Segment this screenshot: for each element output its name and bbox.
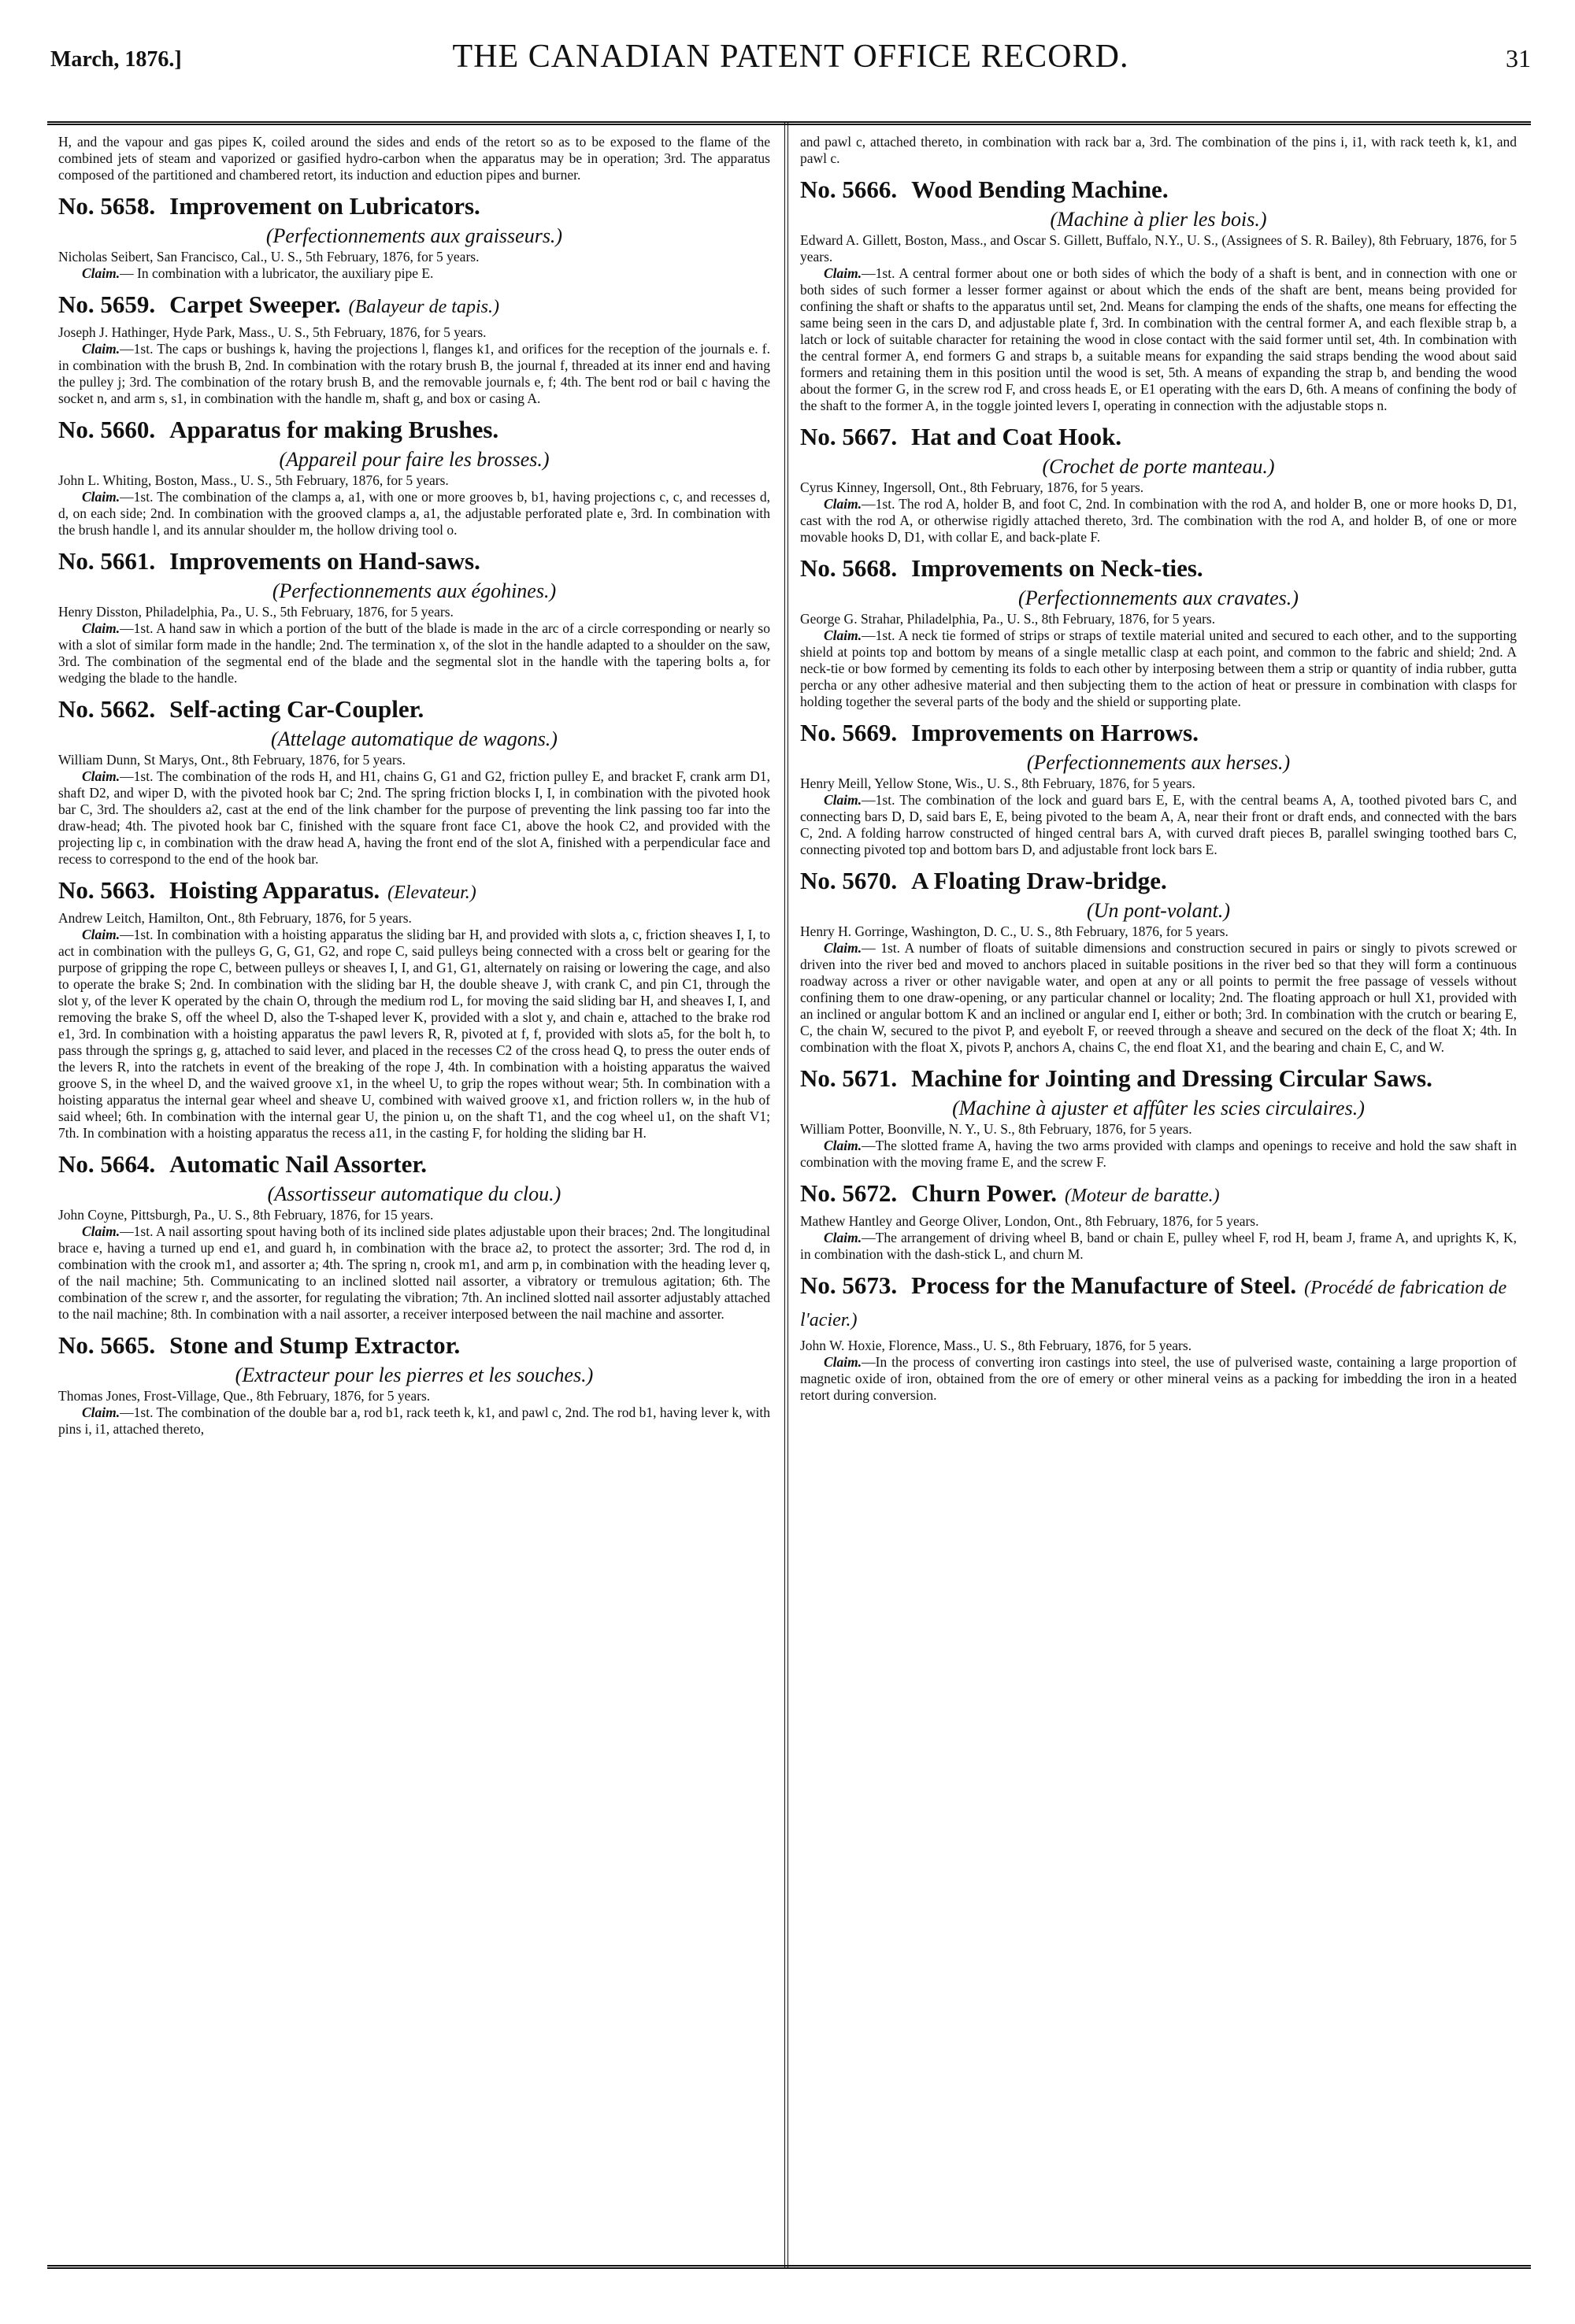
- claim-text: [800, 792, 1517, 858]
- patent-title: Process for the Manufacture of Steel.: [911, 1271, 1297, 1299]
- patent-heading: [58, 1149, 770, 1179]
- patent-number: No. 5665.: [58, 1331, 156, 1359]
- patent-entry: [800, 422, 1517, 546]
- claim-body: —The slotted frame A, having the two arms provided with clamps and openings to receive and hold the saw shaft in combination with the moving frame E, and the screw F.: [800, 1138, 1517, 1170]
- patent-heading: [58, 546, 770, 576]
- patent-number: No. 5664.: [58, 1150, 156, 1178]
- claim-text: [800, 1354, 1517, 1404]
- patent-number: No. 5662.: [58, 695, 156, 723]
- french-title: (Attelage automatique de wagons.): [271, 727, 558, 750]
- french-title: (Perfectionnements aux herses.): [1026, 751, 1291, 774]
- patent-number: No. 5669.: [800, 719, 898, 746]
- claim-body: —1st. A central former about one or both sides of which the body of a shaft is bent, and in connection with one or both sides of such former a lesser former against or about which the ends of the shaft are bent, means being provided for confining the shaft or shafts to the apparatus until set, 2nd. Means for clamping the ends of the shafts, one means for effecting the same being seen in the cars D, and adjustable plate f, 3rd. In combination with the central former A, and each flexible strap b, a latch or lock of suitable character for retaining the wood in close contact with the said former until set, 4th. In combination with the central former A, end formers G and straps b, a suitable means for expanding the said straps bending the wood about said formers and retaining them in this position until the wood is set, 5th. A means of expanding the strap b, and bending the wood about the former G, in the screw rod F, and cross heads E, or E1 operating with the ears D, 6th. A means of confining the body of the shaft to the former A, in the toggle jointed levers I, operating in connection with the adjustable stops n.: [800, 265, 1517, 413]
- inventor-line: Mathew Hantley and George Oliver, London, Ont., 8th February, 1876, for 5 years.: [800, 1213, 1259, 1229]
- inventor-line: John W. Hoxie, Florence, Mass., U. S., 8th February, 1876, for 5 years.: [800, 1338, 1192, 1353]
- patent-title: Improvement on Lubricators.: [169, 192, 480, 220]
- patent-number: No. 5673.: [800, 1271, 898, 1299]
- patent-entry: [800, 1064, 1517, 1171]
- claim-text: [58, 927, 770, 1142]
- patent-heading: [58, 694, 770, 724]
- claim-label: Claim.: [824, 1138, 862, 1153]
- patent-entry: [58, 415, 770, 538]
- inventor-line: Cyrus Kinney, Ingersoll, Ont., 8th February, 1876, for 5 years.: [800, 479, 1144, 495]
- patent-entry: [58, 875, 770, 1142]
- french-title: (Machine à plier les bois.): [1050, 208, 1267, 231]
- left-column: [58, 134, 770, 2259]
- claim-text: [58, 341, 770, 407]
- patent-title: A Floating Draw-bridge.: [911, 867, 1167, 894]
- claim-label: Claim.: [82, 1223, 120, 1239]
- patent-number: No. 5659.: [58, 290, 156, 318]
- claim-label: Claim.: [824, 1354, 862, 1370]
- claim-label: Claim.: [82, 768, 120, 784]
- claim-text: [800, 1230, 1517, 1263]
- claim-body: —1st. A hand saw in which a portion of the butt of the blade is made in the arc of a circle corresponding or nearly so with a slot of similar form made in the handle; 2nd. The termination x, of the slot in the handle adapted to a shoulder on the saw, 3rd. The combination of the segmental end of the blade and the segmental slot in the handle with the tapering bolts a, for wedging the blade to the handle.: [58, 620, 770, 686]
- inventor-line: William Dunn, St Marys, Ont., 8th February, 1876, for 5 years.: [58, 752, 406, 768]
- patent-heading: [800, 553, 1517, 583]
- french-title: (Perfectionnements aux cravates.): [1018, 587, 1299, 609]
- french-title: (Extracteur pour les pierres et les souches.): [235, 1364, 594, 1386]
- patent-entry: [800, 1271, 1517, 1404]
- patent-entry: [58, 1149, 770, 1323]
- patent-heading: [800, 1271, 1517, 1335]
- inventor-line: Andrew Leitch, Hamilton, Ont., 8th February, 1876, for 5 years.: [58, 910, 412, 926]
- french-title: (Perfectionnements aux graisseurs.): [265, 224, 563, 247]
- claim-body: —1st. The caps or bushings k, having the projections l, flanges k1, and orifices for the reception of the journals e. f. in combination with the brush B, 2nd. In combination with the rotary brush B, the journal f, threaded at its inner end and having the pulley j; 3rd. The combination of the rotary brush B, and the removable journals e, f; 4th. The bent rod or bail c having the socket n, and arm s, s1, in combination with the handle m, shaft g, and box or casing A.: [58, 341, 770, 406]
- patent-entry: [800, 718, 1517, 858]
- patent-heading: [800, 718, 1517, 748]
- claim-body: — In combination with a lubricator, the auxiliary pipe E.: [120, 265, 434, 281]
- patent-number: No. 5671.: [800, 1064, 898, 1092]
- patent-entry: [58, 191, 770, 282]
- patent-entry: [58, 290, 770, 407]
- patent-heading: [58, 875, 770, 908]
- patent-title: Apparatus for making Brushes.: [169, 416, 499, 443]
- french-title: (Assortisseur automatique du clou.): [267, 1182, 561, 1205]
- claim-body: —1st. The combination of the rods H, and H1, chains G, G1 and G2, friction pulley E, and bracket F, crank arm D1, shaft D2, and wiper D, with the pivoted hook bar C; 2nd. The spring friction blocks I, I, in combination with the pivoted hook bar C, 3rd. The shoulders a2, cast at the end of the link chamber for the purpose of preventing the link passing too far into the draw-head; 4th. The pivoted hook bar C, finished with the square front face C1, above the hook C2, and provided with the projecting lip c, in combination with the draw head A, having the front end of the slot A, finished with a perpendicular face and recess to correspond to the end of the hook bar.: [58, 768, 770, 867]
- claim-label: Claim.: [82, 1404, 120, 1420]
- claim-body: —In the process of converting iron castings into steel, the use of pulverised waste, containing a large proportion of magnetic oxide of iron, obtained from the ore of emery or other mineral veins as a packing for imbedding the iron in a heated retort during conversion.: [800, 1354, 1517, 1403]
- patent-heading: [58, 290, 770, 322]
- claim-label: Claim.: [82, 620, 120, 636]
- patent-title: Self-acting Car-Coupler.: [169, 695, 424, 723]
- claim-text: [800, 496, 1517, 546]
- issue-date: March, 1876.]: [50, 47, 182, 72]
- claim-text: [58, 768, 770, 868]
- patent-entry: [58, 1330, 770, 1438]
- inventor-line: John Coyne, Pittsburgh, Pa., U. S., 8th February, 1876, for 15 years.: [58, 1207, 434, 1223]
- page-header: [50, 38, 1531, 85]
- claim-text: [800, 1138, 1517, 1171]
- patent-title: Improvements on Harrows.: [911, 719, 1199, 746]
- inventor-line: Henry H. Gorringe, Washington, D. C., U. S., 8th February, 1876, for 5 years.: [800, 923, 1228, 939]
- french-title: (Balayeur de tapis.): [348, 297, 499, 317]
- patent-title: Stone and Stump Extractor.: [169, 1331, 461, 1359]
- patent-title: Automatic Nail Assorter.: [169, 1150, 428, 1178]
- french-title: (Un pont-volant.): [1087, 899, 1230, 922]
- patent-title: Improvements on Neck-ties.: [911, 554, 1203, 582]
- claim-label: Claim.: [824, 792, 862, 808]
- patent-heading: [800, 866, 1517, 896]
- inventor-line: William Potter, Boonville, N. Y., U. S., 8th February, 1876, for 5 years.: [800, 1121, 1192, 1137]
- claim-body: —1st. A neck tie formed of strips or straps of textile material united and secured to each other, and to the supporting shield at points top and bottom by means of a single metallic clasp at each point, and common to the fabric and shield; 2nd. A neck-tie or bow formed by cementing its folds to each other by interposing between them a strip or quantity of india rubber, gutta percha or any other adhesive material and then subjecting them to the action of heat or pressure in combination with clasps for holding together the several parts of the body and the shield or supporting plate.: [800, 627, 1517, 709]
- inventor-line: Nicholas Seibert, San Francisco, Cal., U. S., 5th February, 1876, for 5 years.: [58, 249, 480, 265]
- claim-label: Claim.: [824, 496, 862, 512]
- claim-label: Claim.: [82, 341, 120, 357]
- patent-number: No. 5666.: [800, 176, 898, 203]
- patent-number: No. 5661.: [58, 547, 156, 575]
- patent-heading: [58, 415, 770, 445]
- french-title: (Perfectionnements aux égohines.): [272, 579, 557, 602]
- inventor-line: Henry Disston, Philadelphia, Pa., U. S., 5th February, 1876, for 5 years.: [58, 604, 454, 620]
- column-divider: [784, 121, 788, 2269]
- patent-entry: [800, 866, 1517, 1056]
- french-title: (Crochet de porte manteau.): [1042, 455, 1275, 478]
- patent-heading: [800, 422, 1517, 452]
- journal-title: THE CANADIAN PATENT OFFICE RECORD.: [452, 39, 1129, 75]
- claim-label: Claim.: [824, 1230, 862, 1245]
- claim-text: [58, 620, 770, 686]
- patent-heading: [58, 1330, 770, 1360]
- claim-body: —1st. The rod A, holder B, and foot C, 2nd. In combination with the rod A, and holder B, one or more hooks D, D1, cast with the rod A, or otherwise rigidly attached thereto, 3rd. The combination with the rod A, and holder B, of one or more movable hooks D, D1, with collar E, and back-plate F.: [800, 496, 1517, 545]
- patent-title: Improvements on Hand-saws.: [169, 547, 480, 575]
- french-title: (Elevateur.): [387, 883, 476, 903]
- continued-claim-text: and pawl c, attached thereto, in combination with rack bar a, 3rd. The combination of the pins i, i1, with rack teeth k, k1, and pawl c.: [800, 134, 1517, 166]
- patent-number: No. 5660.: [58, 416, 156, 443]
- page-number: 31: [1506, 44, 1531, 72]
- claim-label: Claim.: [82, 265, 120, 281]
- patent-entry: [58, 546, 770, 686]
- inventor-line: Henry Meill, Yellow Stone, Wis., U. S., 8th February, 1876, for 5 years.: [800, 775, 1195, 791]
- claim-text: [800, 940, 1517, 1056]
- claim-text: [58, 1404, 770, 1438]
- claim-text: [58, 265, 770, 282]
- patent-number: No. 5658.: [58, 192, 156, 220]
- patent-heading: [58, 191, 770, 221]
- french-title: (Moteur de baratte.): [1065, 1186, 1220, 1206]
- claim-body: —1st. The combination of the double bar a, rod b1, rack teeth k, k1, and pawl c, 2nd. The rod b1, having lever k, with pins i, i1, attached thereto,: [58, 1404, 770, 1437]
- claim-label: Claim.: [824, 265, 862, 281]
- patent-number: No. 5667.: [800, 423, 898, 450]
- patent-entry: [58, 694, 770, 868]
- french-title: (Appareil pour faire les brosses.): [279, 448, 550, 471]
- french-title: (Procédé de fabrication de l'acier.): [800, 1278, 1507, 1330]
- patent-title: Wood Bending Machine.: [911, 176, 1169, 203]
- patent-entry: [800, 175, 1517, 414]
- patent-title: Carpet Sweeper.: [169, 290, 341, 318]
- continued-claim-text: H, and the vapour and gas pipes K, coiled around the sides and ends of the retort so as to be exposed to the flame of the combined jets of steam and vaporized or gasified hydro-carbon when the apparatus may be in operation; 3rd. The apparatus composed of the partitioned and chambered retort, its induction and eduction pipes and burner.: [58, 134, 770, 183]
- claim-body: —1st. In combination with a hoisting apparatus the sliding bar H, and provided with slots a, c, friction sheaves I, I, to act in combination with the pulleys G, G, G1, G2, and rope C, said pulleys being connected with a cross belt or gearing for the purpose of gripping the rope C, between pulleys or sheaves I, I, and G1, G1, alternately on raising or lowering the cage, and also to operate the brake S; 2nd. In combination with the sliding bar H, the double sheave J, with crank C, and pin C1, through the slot y, of the lever K operated by the chain O, through the medium rod L, for moving the said sliding bar H, and sheaves I, I, and removing the brake S, off the wheel D, also the T-shaped lever K, provided with a slot y, and chain e, attached to the brake rod e1, 3rd. In combination with a hoisting apparatus the pawl levers R, R, pivoted at f, f, provided with slots a5, for the bolt h, to pass through the springs g, g, attached to said lever, and placed in the recesses C2 of the cross head Q, to press the outer ends of the levers R, into the ratchets in event of the breaking of the rope J, 4th. In combination with a hoisting apparatus the waived groove S, in the wheel D, and the waived groove x1, in the wheel U, to grip the ropes without wear; 5th. In combination with a hoisting apparatus the internal gear wheel and sheave U, combined with waived groove x1, and friction rollers w, in the hub of said wheel; 6th. In combination with the internal gear U, the pinion u, on the shaft T1, and the cog wheel u1, on the shaft V1; 7th. In combination with a hoisting apparatus the recess a11, in the casting F, for holding the sliding bar H.: [58, 927, 770, 1141]
- patent-number: No. 5668.: [800, 554, 898, 582]
- inventor-line: Joseph J. Hathinger, Hyde Park, Mass., U. S., 5th February, 1876, for 5 years.: [58, 324, 487, 340]
- claim-body: —The arrangement of driving wheel B, band or chain E, pulley wheel F, rod H, beam J, frame A, and uprights K, K, in combination with the dash-stick L, and churn M.: [800, 1230, 1517, 1262]
- claim-body: —1st. A nail assorting spout having both of its inclined side plates adjustable upon their braces; 2nd. The longitudinal brace e, having a turned up end e1, and guard h, in combination with the brace a2, to protect the assorter; 3rd. The rod d, in combination with the crook m1, and assorter a; 4th. The spring n, crook m1, and arm p, in combination with the heading lever q, of the nail machine; 5th. Communicating to an inclined slotted nail assorter, a vibratory or tremulous agitation; 6th. The combination of the screw r, and the assorter, for regulating the vibration; 7th. An inclined slotted nail assorter adjustably attached to the nail machine; 8th. In combination with a nail assorter, a receiver interposed between the nail machine and assorter.: [58, 1223, 770, 1322]
- french-title: (Machine à ajuster et affûter les scies circulaires.): [952, 1097, 1365, 1119]
- claim-body: — 1st. A number of floats of suitable dimensions and construction secured in pairs or singly to pivots screwed or driven into the river bed and moved to anchors placed in suitable positions in the river bed so that they will form a continuous roadway across a river or other navigable water, and open at any or all points to permit the free passage of vessels without confining them to one draw-opening, or any particular channel or locality; 2nd. The floating approach or hull X1, provided with an inclined or angular bottom K and an inclined or angular end I, either or both; 3rd. In combination with the crutch or bearing E, C, the chain W, secured to the pivot P, and eyebolt F, or reeved through a sheave and secured on the deck of the float X; 4th. In combination with the float X, pivots P, anchors A, chains C, the end float X1, and the bearing and chain E, C, and W.: [800, 940, 1517, 1055]
- patent-title: Machine for Jointing and Dressing Circular Saws.: [911, 1064, 1432, 1092]
- claim-label: Claim.: [824, 940, 862, 956]
- patent-number: No. 5663.: [58, 876, 156, 904]
- patent-heading: [800, 1064, 1517, 1094]
- patent-heading: [800, 175, 1517, 205]
- claim-text: [58, 489, 770, 538]
- claim-text: [800, 265, 1517, 414]
- claim-text: [58, 1223, 770, 1323]
- patent-title: Churn Power.: [911, 1179, 1058, 1207]
- inventor-line: George G. Strahar, Philadelphia, Pa., U. S., 8th February, 1876, for 5 years.: [800, 611, 1216, 627]
- patent-heading: [800, 1179, 1517, 1211]
- patent-number: No. 5672.: [800, 1179, 898, 1207]
- inventor-line: Thomas Jones, Frost-Village, Que., 8th February, 1876, for 5 years.: [58, 1388, 431, 1404]
- patent-entry: [800, 1179, 1517, 1263]
- patent-entry: [800, 553, 1517, 710]
- claim-label: Claim.: [824, 627, 862, 643]
- claim-body: —1st. The combination of the lock and guard bars E, E, with the central beams A, A, toothed pivoted bars C, and connecting bars D, D, said bars E, E, being pivoted to the beam A, A, near their front or draft ends, and connected with the bars C, 2nd. A folding harrow constructed of hinged central bars A, with curved draft pieces B, parallel swinging toothed bars C, connecting pivoted top and bottom bars D, and adjustable front lock bars E.: [800, 792, 1517, 857]
- claim-text: [800, 627, 1517, 710]
- right-column: [800, 134, 1517, 2259]
- inventor-line: Edward A. Gillett, Boston, Mass., and Oscar S. Gillett, Buffalo, N.Y., U. S., (Assignees of S. R. Bailey), 8th February, 1876, for 5 years.: [800, 232, 1517, 265]
- claim-label: Claim.: [82, 927, 120, 942]
- claim-body: —1st. The combination of the clamps a, a1, with one or more grooves b, b1, having projections c, c, and recesses d, d, on each side; 2nd. In combination with the grooved clamps a, a1, the adjustable perforated plate e, 3rd. In combination with the brush handle l, and its annular shoulder m, the hollow driving tool o.: [58, 489, 770, 538]
- patent-title: Hoisting Apparatus.: [169, 876, 380, 904]
- patent-title: Hat and Coat Hook.: [911, 423, 1122, 450]
- patent-number: No. 5670.: [800, 867, 898, 894]
- inventor-line: John L. Whiting, Boston, Mass., U. S., 5th February, 1876, for 5 years.: [58, 472, 449, 488]
- claim-label: Claim.: [82, 489, 120, 505]
